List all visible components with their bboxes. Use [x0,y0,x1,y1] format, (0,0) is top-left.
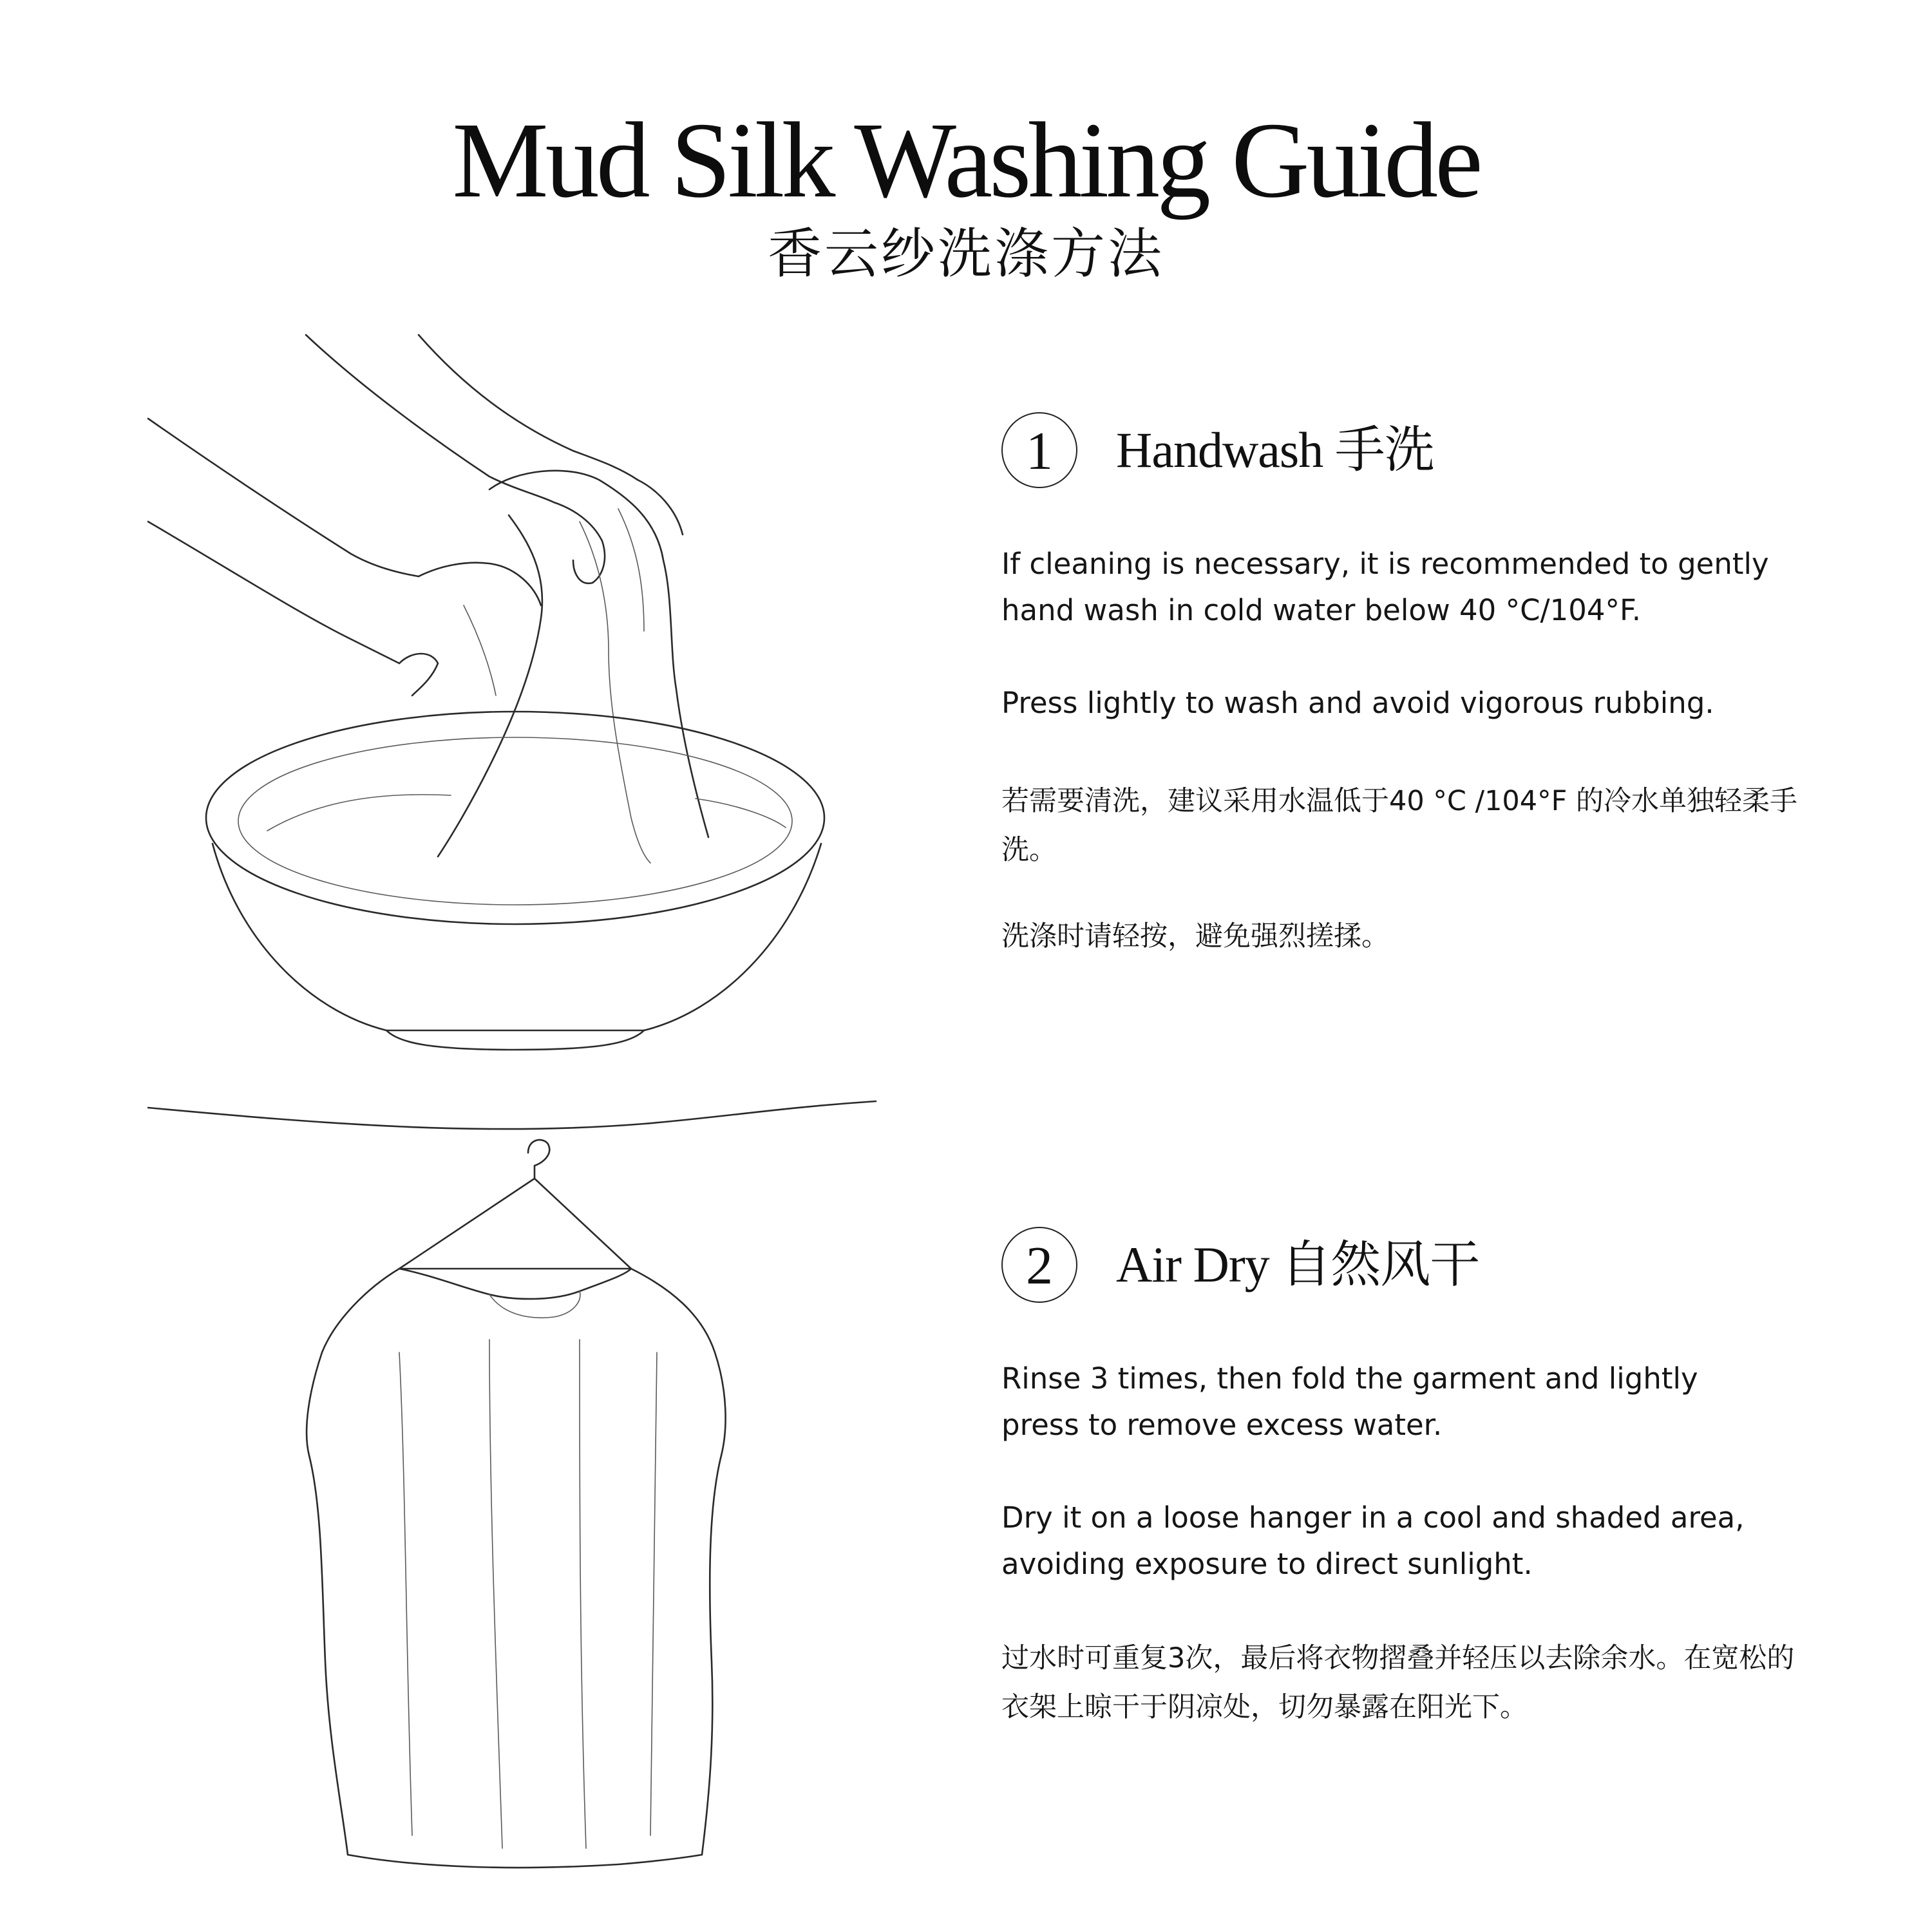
step-2-paragraph-3: 过水时可重复3次，最后将衣物摺叠并轻压以去除余水。在宽松的衣架上晾干于阴凉处，切勿暴露在阳光下。 [1001,1642,1795,1723]
step-1-title: Handwash 手洗 [1116,422,1434,478]
hanging-shirt-icon [129,1095,914,1900]
step-2-section [1001,1227,1839,1732]
step-2-header [1001,1227,1839,1311]
step-2-number-badge: 2 [1001,1227,1077,1303]
step-1-paragraph-3: 若需要清洗，建议采用水温低于40 °C /104°F 的冷水单独轻柔手洗。 [1001,785,1798,866]
step-1-section [1001,412,1839,961]
page-title: Mud Silk Washing Guide [452,100,1480,220]
step-1-header [1001,412,1839,496]
basin-handwash-icon [129,328,914,1069]
step-1-paragraph-1: If cleaning is necessary, it is recommended to gently hand wash in cold water below 40 °C/104°F. [1001,547,1769,627]
page-subtitle: 香云纱洗涤方法 [767,222,1164,285]
step-2-paragraph-1: Rinse 3 times, then fold the garment and lightly press to remove excess water. [1001,1361,1698,1442]
step-1-paragraph-4: 洗涤时请轻按，避免强烈搓揉。 [1001,920,1389,952]
hanging-shirt-illustration [129,1095,914,1900]
basin-handwash-illustration [129,328,914,1069]
step-1-paragraph-2: Press lightly to wash and avoid vigorous rubbing. [1001,686,1714,720]
step-2-paragraph-2: Dry it on a loose hanger in a cool and shaded area, avoiding exposure to direct sunlight. [1001,1501,1745,1581]
step-1-number-badge: 1 [1001,412,1077,488]
step-2-title: Air Dry 自然风干 [1116,1236,1480,1293]
